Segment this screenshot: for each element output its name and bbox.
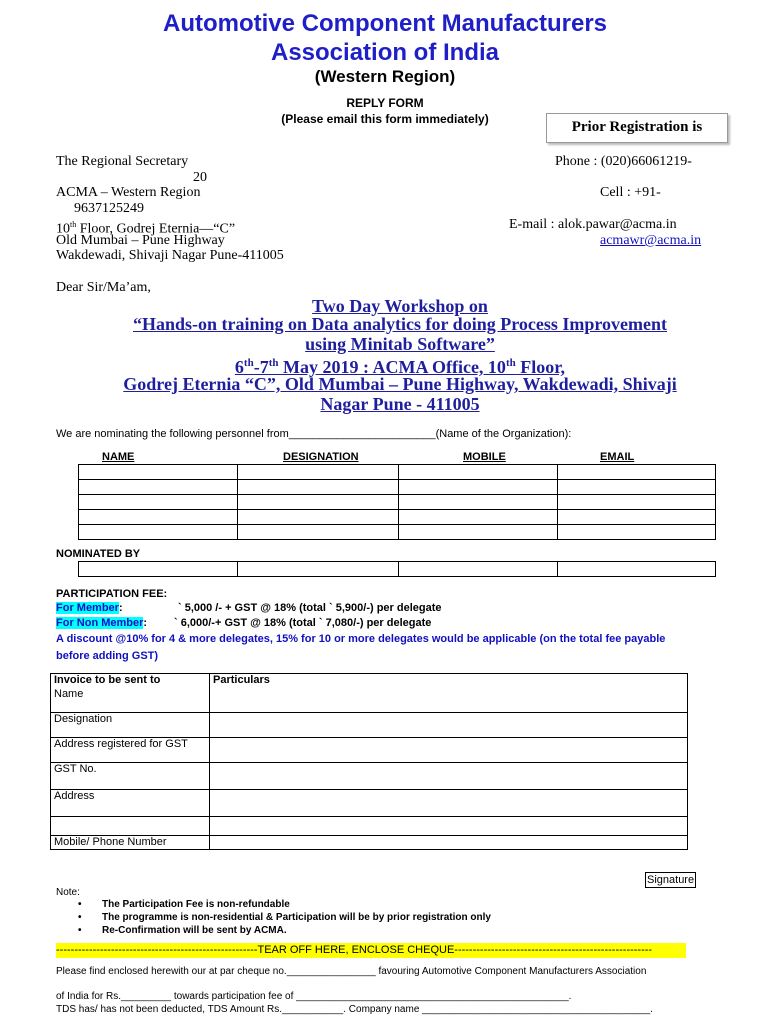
invoice-value-cell[interactable] [210, 763, 688, 790]
nominee-name-cell[interactable] [79, 510, 238, 525]
region-subtitle: (Western Region) [314, 67, 456, 86]
discount-line-2: before adding GST) [56, 650, 159, 662]
nominator-email-cell[interactable] [558, 562, 716, 577]
nominator-mobile-cell[interactable] [399, 562, 558, 577]
table-row [51, 817, 688, 836]
invoice-value-cell[interactable] [210, 790, 688, 817]
prior-registration-box [546, 113, 728, 143]
table-row [79, 562, 716, 577]
contact-email-2[interactable]: acmawr@acma.in [600, 233, 702, 248]
nominee-designation-cell[interactable] [238, 465, 399, 480]
workshop-line-2: “Hands-on training on Data analytics for doing Process Improvement [132, 314, 668, 334]
fee-heading: PARTICIPATION FEE: [56, 588, 168, 600]
nominated-by-label: NOMINATED BY [56, 548, 141, 560]
nominee-designation-cell[interactable] [238, 525, 399, 540]
address-line-3: ACMA – Western Region [56, 185, 201, 200]
contact-email[interactable]: E-mail : alok.pawar@acma.in [509, 217, 677, 232]
org-title-line1: Automotive Component Manufacturers [162, 10, 608, 37]
col-header-name: NAME [102, 451, 135, 463]
col-header-mobile: MOBILE [463, 451, 506, 463]
salutation: Dear Sir/Ma’am, [56, 280, 151, 295]
nominee-mobile-cell[interactable] [399, 480, 558, 495]
cheque-line-2: of India for Rs._________ towards participation fee of _________________________________________________. [56, 991, 572, 1002]
nominee-name-cell[interactable] [79, 465, 238, 480]
nominee-mobile-cell[interactable] [399, 510, 558, 525]
nominee-mobile-cell[interactable] [399, 495, 558, 510]
nominee-designation-cell[interactable] [238, 495, 399, 510]
col-header-email: EMAIL [600, 451, 635, 463]
org-title-line2: Association of India [270, 39, 500, 66]
table-row [51, 674, 688, 689]
table-row [79, 510, 716, 525]
invoice-row-label: Address [51, 790, 210, 817]
workshop-line-6: Nagar Pune - 411005 [320, 394, 480, 414]
nominee-designation-cell[interactable] [238, 510, 399, 525]
invoice-row-label: Address registered for GST [51, 738, 210, 763]
signature-box[interactable]: Signature [647, 874, 695, 886]
address-line-2: 20 [193, 170, 207, 185]
invoice-value-cell[interactable] [210, 738, 688, 763]
nonmember-fee-row: For Non Member: [56, 617, 148, 629]
invoice-table [50, 673, 688, 850]
table-row [51, 836, 688, 850]
nominee-mobile-cell[interactable] [399, 525, 558, 540]
nominee-name-cell[interactable] [79, 525, 238, 540]
invoice-col2-header: Particulars [210, 674, 688, 689]
address-line-4: 9637125249 [74, 201, 144, 216]
invoice-row-label: Mobile/ Phone Number [51, 836, 210, 850]
table-row [79, 480, 716, 495]
note-item: • The Participation Fee is non-refundable [78, 899, 290, 910]
email-instruction: (Please email this form immediately) [281, 112, 489, 126]
invoice-row-label: Designation [51, 713, 210, 738]
nominator-designation-cell[interactable] [238, 562, 399, 577]
nominee-email-cell[interactable] [558, 525, 716, 540]
nonmember-fee-text: ` 6,000/-+ GST @ 18% (total ` 7,080/-) per delegate [174, 617, 432, 629]
member-fee-row: For Member: [56, 602, 123, 614]
table-row [51, 738, 688, 763]
member-fee-text: ` 5,000 /- + GST @ 18% (total ` 5,900/-) per delegate [178, 602, 442, 614]
tear-off-line: -------------------------------------------------------TEAR OFF HERE, ENCLOSE CHEQUE------------------------------------------------------ [56, 943, 686, 958]
nominator-name-cell[interactable] [79, 562, 238, 577]
table-row [51, 763, 688, 790]
invoice-value-cell[interactable] [210, 688, 688, 713]
cheque-line-1: Please find enclosed herewith our at par cheque no.________________ favouring Automotive Component Manufacturers Association [56, 966, 647, 977]
note-item: • Re-Confirmation will be sent by ACMA. [78, 925, 287, 936]
address-line-6: Old Mumbai – Pune Highway [56, 233, 225, 248]
table-row [51, 713, 688, 738]
nominee-email-cell[interactable] [558, 510, 716, 525]
phone-number: Phone : (020)66061219- [555, 154, 692, 169]
note-label: Note: [56, 887, 80, 898]
workshop-date-venue: 6th-7th May 2019 : ACMA Office, 10th Floor, [234, 357, 566, 377]
invoice-value-cell[interactable] [210, 713, 688, 738]
nominee-name-cell[interactable] [79, 480, 238, 495]
nominating-text: We are nominating the following personnel from________________________(Name of the Organization): [56, 428, 572, 440]
nominated-by-table [78, 561, 716, 577]
nominee-email-cell[interactable] [558, 495, 716, 510]
invoice-value-cell[interactable] [210, 836, 688, 850]
invoice-row-label: Name [51, 688, 210, 713]
nominee-name-cell[interactable] [79, 495, 238, 510]
cell-number: Cell : +91- [600, 185, 661, 200]
table-row [51, 688, 688, 713]
workshop-line-1: Two Day Workshop on [312, 296, 488, 316]
reply-form-label: REPLY FORM [346, 96, 424, 110]
cheque-line-3: TDS has/ has not been deducted, TDS Amount Rs.___________. Company name _________________________________________. [56, 1004, 653, 1015]
invoice-col1-header: Invoice to be sent to [51, 674, 210, 689]
note-item: • The programme is non-residential & Participation will be by prior registration only [78, 912, 491, 923]
discount-line-1: A discount @10% for 4 & more delegates, 15% for 10 or more delegates would be applicable (on the total fee payable [56, 633, 666, 645]
nominee-mobile-cell[interactable] [399, 465, 558, 480]
table-row [51, 790, 688, 817]
table-row [79, 465, 716, 480]
nominee-designation-cell[interactable] [238, 480, 399, 495]
member-label: For Member [56, 602, 119, 614]
nonmember-label: For Non Member [56, 617, 144, 629]
workshop-line-5: Godrej Eternia “C”, Old Mumbai – Pune Highway, Wakdewadi, Shivaji [123, 374, 677, 394]
address-line-1: The Regional Secretary [56, 154, 189, 169]
address-line-7: Wakdewadi, Shivaji Nagar Pune-411005 [56, 248, 284, 263]
nominee-table [78, 464, 716, 540]
col-header-designation: DESIGNATION [283, 451, 359, 463]
table-row [79, 525, 716, 540]
prior-registration-text: Prior Registration is [571, 119, 703, 135]
nominee-email-cell[interactable] [558, 480, 716, 495]
table-row [79, 495, 716, 510]
invoice-row-label [51, 817, 210, 836]
address-line-5: 10th Floor, Godrej Eternia—“C” [56, 220, 236, 237]
invoice-value-cell[interactable] [210, 817, 688, 836]
nominee-email-cell[interactable] [558, 465, 716, 480]
invoice-row-label: GST No. [51, 763, 210, 790]
workshop-line-3: using Minitab Software” [305, 334, 495, 354]
